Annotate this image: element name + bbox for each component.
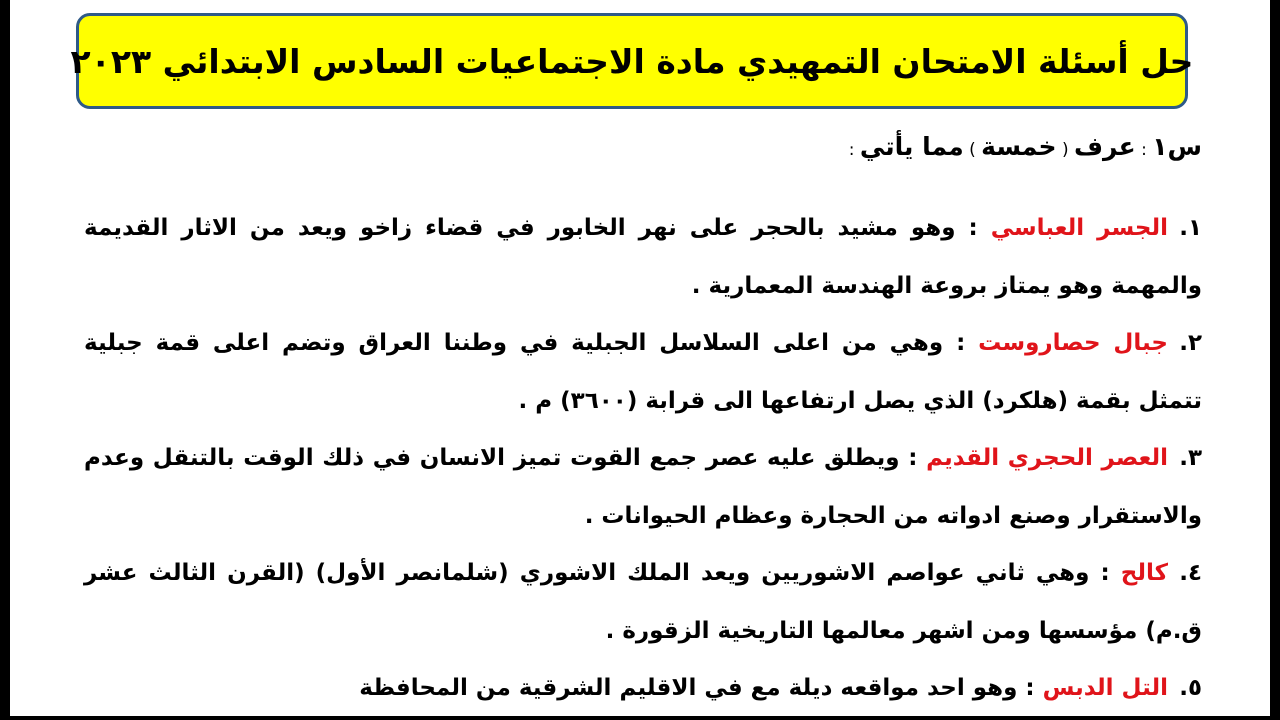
item-number: ٢. xyxy=(1179,330,1202,356)
item-text: : وهي ثاني عواصم الاشوريين ويعد الملك الاشوري (شلمانصر الأول) (القرن الثالث عشر ق.م) مؤسسها ومن اشهر معالمها التاريخية الزقورة . xyxy=(84,560,1202,644)
definitions-list xyxy=(84,200,1202,716)
item-term: الجسر العباسي xyxy=(990,215,1168,241)
question-rest: مما يأتي xyxy=(859,132,964,161)
item-number: ٤. xyxy=(1179,560,1202,586)
page-title: حل أسئلة الامتحان التمهيدي مادة الاجتماعيات السادس الابتدائي ٢٠٢٣ xyxy=(70,41,1194,81)
definition-item xyxy=(84,660,1202,716)
item-term: كالح xyxy=(1120,560,1168,586)
question-colon: : xyxy=(848,140,860,160)
definition-item xyxy=(84,200,1202,315)
item-text: : وهو مشيد بالحجر على نهر الخابور في قضاء زاخو ويعد من الاثار القديمة والمهمة وهو يمتاز بروعة الهندسة المعمارية . xyxy=(84,215,1202,299)
item-number: ١. xyxy=(1179,215,1202,241)
document-page xyxy=(10,0,1270,716)
question-verb: عرف xyxy=(1074,132,1136,161)
item-text: : وهي من اعلى السلاسل الجبلية في وطننا العراق وتضم اعلى قمة جبلية تتمثل بقمة (هلكرد) الذي يصل ارتفاعها الى قرابة (٣٦٠٠) م . xyxy=(84,330,1202,414)
question-count: خمسة xyxy=(981,132,1057,161)
definition-item xyxy=(84,545,1202,660)
question-separator: : xyxy=(1135,140,1153,160)
item-text: : ويطلق عليه عصر جمع القوت تميز الانسان في ذلك الوقت بالتنقل وعدم والاستقرار وصنع ادواته من الحجارة وعظام الحيوانات . xyxy=(84,445,1202,529)
item-number: ٣. xyxy=(1179,445,1202,471)
definition-item xyxy=(84,430,1202,545)
item-term: جبال حصاروست xyxy=(978,330,1168,356)
item-number: ٥. xyxy=(1179,675,1202,701)
item-term: العصر الحجري القديم xyxy=(926,445,1168,471)
item-term: التل الدبس xyxy=(1042,675,1168,701)
question-heading xyxy=(849,131,1202,164)
item-text: : وهو احد مواقعه ديلة مع في الاقليم الشرقية من المحافظة xyxy=(359,675,1043,701)
title-banner xyxy=(70,13,1194,109)
question-number: س١ xyxy=(1152,132,1202,161)
paren-open: ( xyxy=(1056,140,1075,160)
definition-item xyxy=(84,315,1202,430)
paren-close: ) xyxy=(963,140,982,160)
